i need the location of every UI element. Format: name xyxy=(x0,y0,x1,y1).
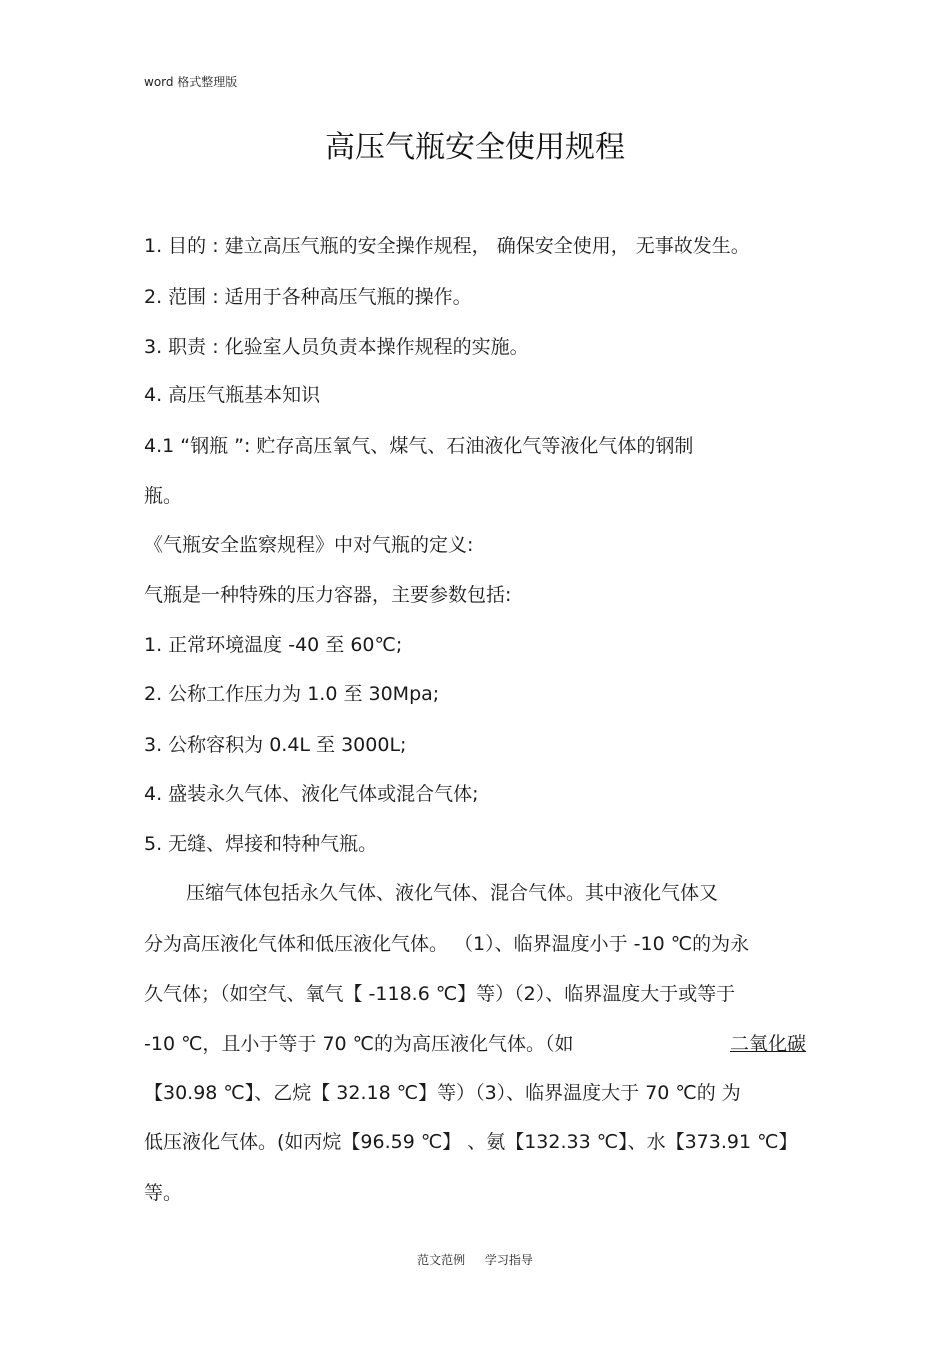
paragraph-parameters-intro: 气瓶是一种特殊的压力容器，主要参数包括: xyxy=(144,584,512,606)
paragraph-compressed-gas: 压缩气体包括永久气体、液化气体、混合气体。其中液化气体又 xyxy=(186,882,719,904)
page-footer xyxy=(0,1251,950,1268)
section-heading-basics: 4. 高压气瓶基本知识 xyxy=(144,384,321,406)
paragraph-compressed-gas-cont: 【30.98 ℃】、乙烷【 32.18 ℃】等）（3）、临界温度大于 70 ℃的 为 xyxy=(144,1082,741,1104)
footer-right-text: 学习指导 xyxy=(484,1253,533,1267)
header-note: word 格式整理版 xyxy=(144,75,238,89)
paragraph-cylinder-definition: 4.1 “钢瓶 ”: 贮存高压氧气、煤气、石油液化气等液化气体的钢制 xyxy=(144,435,694,457)
paragraph-compressed-gas-cont: 低压液化气体。(如丙烷【96.59 ℃】 、氨【132.33 ℃】、水【373.91 ℃】 xyxy=(144,1131,798,1153)
list-item: 4. 盛装永久气体、液化气体或混合气体; xyxy=(144,783,479,805)
list-item: 5. 无缝、焊接和特种气瓶。 xyxy=(144,833,378,855)
footer-left-text: 范文范例 xyxy=(417,1253,466,1267)
list-item: 1. 正常环境温度 -40 至 60℃; xyxy=(144,634,403,656)
underlined-term: 二氧化碳 xyxy=(729,1033,806,1055)
paragraph-compressed-gas-cont: 分为高压液化气体和低压液化气体。 （1）、临界温度小于 -10 ℃的为永 xyxy=(144,933,750,955)
page-title: 高压气瓶安全使用规程 xyxy=(325,130,625,165)
paragraph-cylinder-definition-cont: 瓶。 xyxy=(144,485,183,507)
paragraph-compressed-gas-cont xyxy=(144,1029,806,1056)
paragraph-responsibility: 3. 职责 : 化验室人员负责本操作规程的实施。 xyxy=(144,336,529,358)
paragraph-regulation-definition: 《气瓶安全监察规程》中对气瓶的定义: xyxy=(144,534,474,556)
list-item: 2. 公称工作压力为 1.0 至 30Mpa; xyxy=(144,683,440,705)
paragraph-compressed-gas-end: 等。 xyxy=(144,1182,183,1204)
list-item: 3. 公称容积为 0.4L 至 3000L; xyxy=(144,734,407,756)
text-segment: -10 ℃，且小于等于 70 ℃的为高压液化气体。（如 xyxy=(144,1033,574,1055)
paragraph-scope: 2. 范围 : 适用于各种高压气瓶的操作。 xyxy=(144,286,472,308)
paragraph-purpose: 1. 目的 : 建立高压气瓶的安全操作规程， 确保安全使用， 无事故发生。 xyxy=(144,235,750,257)
paragraph-compressed-gas-cont: 久气体；（如空气、氧气【 -118.6 ℃】等）（2）、临界温度大于或等于 xyxy=(144,983,736,1005)
